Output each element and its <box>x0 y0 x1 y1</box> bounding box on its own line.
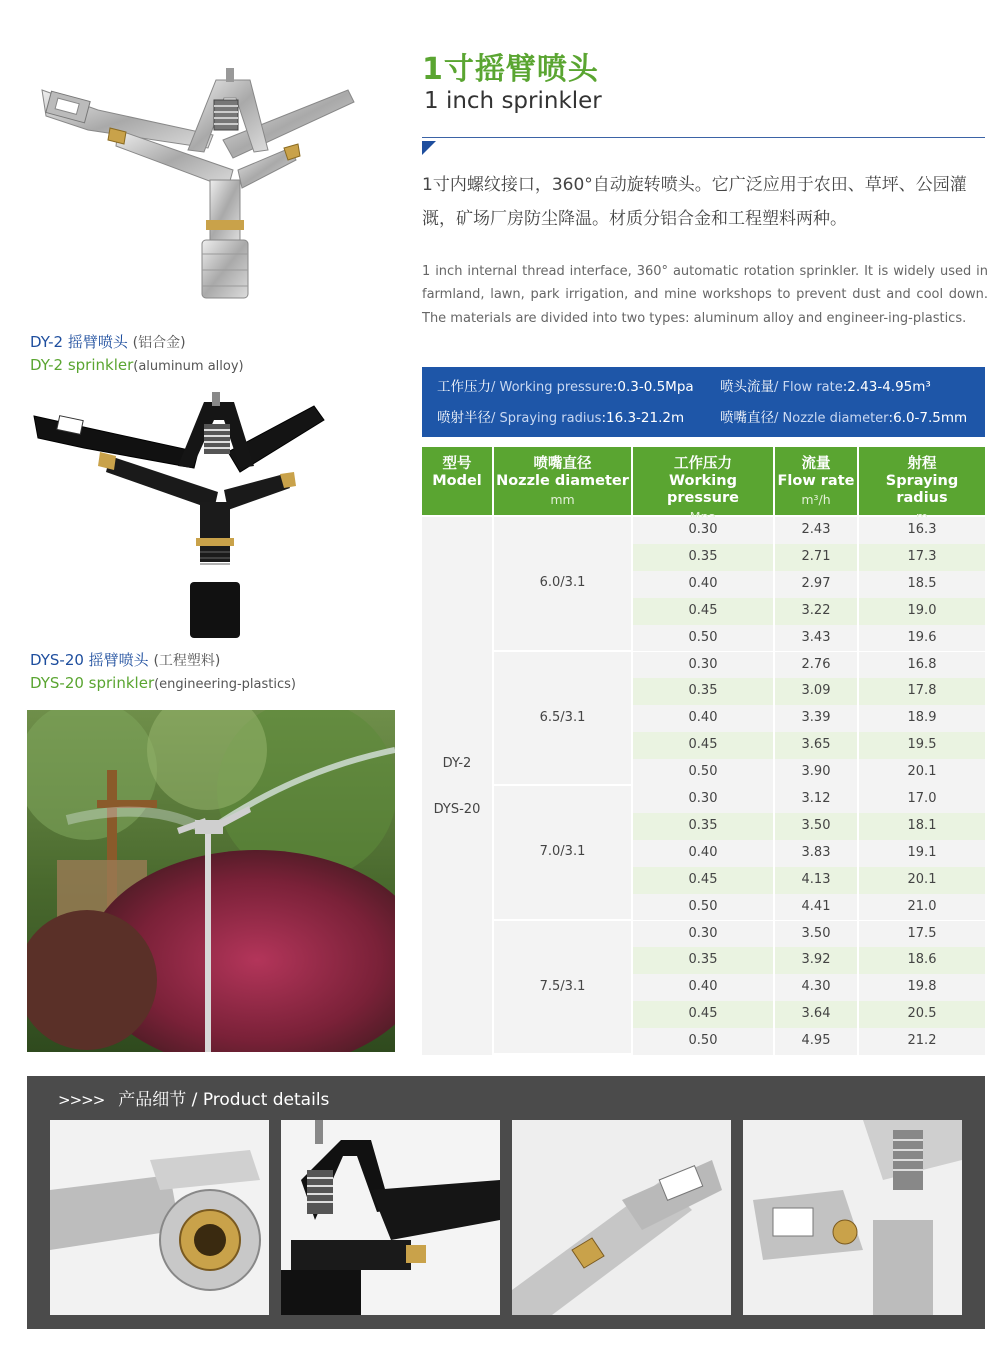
product-caption-en-dys20: DYS-20 sprinkler(engineering-plastics) <box>30 674 296 692</box>
table-cell: 0.35 <box>633 544 773 571</box>
spec-flow: 喷头流量/ Flow rate:2.43-4.95m³ <box>720 379 931 395</box>
title-divider <box>422 137 985 138</box>
table-cell: 21.2 <box>859 1028 985 1055</box>
spec-summary-box <box>422 367 985 437</box>
table-cell: 0.35 <box>633 678 773 705</box>
product-image-dy2 <box>28 40 368 320</box>
model-name: DYS-20 <box>433 802 481 817</box>
nozzle-cell: 6.0/3.1 <box>494 517 631 650</box>
detail-thumb-arm[interactable] <box>281 1120 500 1315</box>
divider-corner-mark <box>422 141 436 155</box>
table-header-cell: 型号 Model <box>422 447 492 515</box>
table-cell: 3.12 <box>775 786 857 813</box>
nozzle-cell: 7.0/3.1 <box>494 786 631 919</box>
garden-photo <box>27 710 395 1052</box>
table-cell: 0.50 <box>633 625 773 652</box>
table-cell: 2.97 <box>775 571 857 598</box>
page-title-cn: 1寸摇臂喷头 <box>422 52 599 87</box>
table-cell: 3.90 <box>775 759 857 786</box>
table-cell: 3.65 <box>775 732 857 759</box>
table-cell: 4.95 <box>775 1028 857 1055</box>
table-cell: 3.09 <box>775 678 857 705</box>
table-cell: 3.39 <box>775 705 857 732</box>
table-cell: 0.45 <box>633 1001 773 1028</box>
table-cell: 0.50 <box>633 1028 773 1055</box>
table-cell: 17.5 <box>859 921 985 948</box>
table-cell: 3.22 <box>775 598 857 625</box>
description-en: 1 inch internal thread interface, 360° automatic rotation sprinkler. It is widely used in farmland, lawn, park irrigation, and mine workshops to prevent dust and cool down. The materials are divided into two types: aluminum alloy and engineer-ing-plastics. <box>422 264 988 326</box>
table-cell: 3.64 <box>775 1001 857 1028</box>
product-caption-en-dy2: DY-2 sprinkler(aluminum alloy) <box>30 356 244 374</box>
table-header-cell: 工作压力 Working pressure <box>633 447 773 515</box>
table-cell: 0.40 <box>633 571 773 598</box>
table-cell: 0.40 <box>633 974 773 1001</box>
table-cell: 18.5 <box>859 571 985 598</box>
spec-table <box>422 447 985 1055</box>
spec-nozzle: 喷嘴直径/ Nozzle diameter:6.0-7.5mm <box>720 410 968 426</box>
model-name: DY-2 <box>442 756 472 771</box>
table-cell: 3.43 <box>775 625 857 652</box>
table-cell: 0.35 <box>633 947 773 974</box>
model-cell <box>422 517 492 1055</box>
table-cell: 3.83 <box>775 840 857 867</box>
table-cell: 19.6 <box>859 625 985 652</box>
spec-radius: 喷射半径/ Spraying radius:16.3-21.2m <box>437 410 685 426</box>
product-caption-cn-dys20: DYS-20 摇臂喷头 (工程塑料) <box>30 651 221 669</box>
table-cell: 0.30 <box>633 517 773 544</box>
table-cell: 0.45 <box>633 867 773 894</box>
table-cell: 20.1 <box>859 759 985 786</box>
product-image-dys20 <box>28 392 368 647</box>
table-header-cell: 流量 Flow rate m³/h <box>775 447 857 515</box>
spec-pressure: 工作压力/ Working pressure:0.3-0.5Mpa <box>437 379 694 395</box>
table-cell: 4.13 <box>775 867 857 894</box>
table-cell: 19.8 <box>859 974 985 1001</box>
table-cell: 2.43 <box>775 517 857 544</box>
table-cell: 17.0 <box>859 786 985 813</box>
table-cell: 18.9 <box>859 705 985 732</box>
table-cell: 19.0 <box>859 598 985 625</box>
table-cell: 19.5 <box>859 732 985 759</box>
table-cell: 18.6 <box>859 947 985 974</box>
table-cell: 0.40 <box>633 840 773 867</box>
page-title-en: 1 inch sprinkler <box>424 88 602 114</box>
table-cell: 0.30 <box>633 921 773 948</box>
table-cell: 4.30 <box>775 974 857 1001</box>
nozzle-cell: 6.5/3.1 <box>494 652 631 785</box>
table-cell: 17.8 <box>859 678 985 705</box>
table-cell: 20.1 <box>859 867 985 894</box>
table-header-cell: 喷嘴直径 Nozzle diameter mm <box>494 447 631 515</box>
table-cell: 4.41 <box>775 894 857 921</box>
table-cell: 0.50 <box>633 759 773 786</box>
table-cell: 2.71 <box>775 544 857 571</box>
table-cell: 3.50 <box>775 813 857 840</box>
table-cell: 0.30 <box>633 652 773 679</box>
detail-thumb-nozzle[interactable] <box>512 1120 731 1315</box>
table-cell: 17.3 <box>859 544 985 571</box>
table-cell: 19.1 <box>859 840 985 867</box>
table-cell: 21.0 <box>859 894 985 921</box>
table-cell: 20.5 <box>859 1001 985 1028</box>
table-cell: 0.45 <box>633 732 773 759</box>
table-header-cell: 射程 Spraying radius <box>859 447 985 515</box>
product-details-title: >>>> 产品细节 / Product details <box>58 1090 330 1110</box>
table-cell: 2.76 <box>775 652 857 679</box>
table-cell: 18.1 <box>859 813 985 840</box>
detail-thumb-thread[interactable] <box>50 1120 269 1315</box>
product-caption-cn-dy2: DY-2 摇臂喷头 (铝合金) <box>30 333 186 351</box>
table-cell: 0.35 <box>633 813 773 840</box>
table-cell: 0.50 <box>633 894 773 921</box>
table-cell: 0.30 <box>633 786 773 813</box>
table-cell: 0.45 <box>633 598 773 625</box>
arrows-icon: >>>> <box>58 1091 105 1109</box>
table-cell: 3.50 <box>775 921 857 948</box>
table-cell: 3.92 <box>775 947 857 974</box>
detail-thumb-bridge[interactable] <box>743 1120 962 1315</box>
table-cell: 16.3 <box>859 517 985 544</box>
description-cn: 1寸内螺纹接口，360°自动旋转喷头。它广泛应用于农田、草坪、公园灌溉，矿场厂房防尘降温。材质分铝合金和工程塑料两种。 <box>422 175 967 229</box>
table-cell: 16.8 <box>859 652 985 679</box>
nozzle-cell: 7.5/3.1 <box>494 921 631 1054</box>
table-cell: 0.40 <box>633 705 773 732</box>
